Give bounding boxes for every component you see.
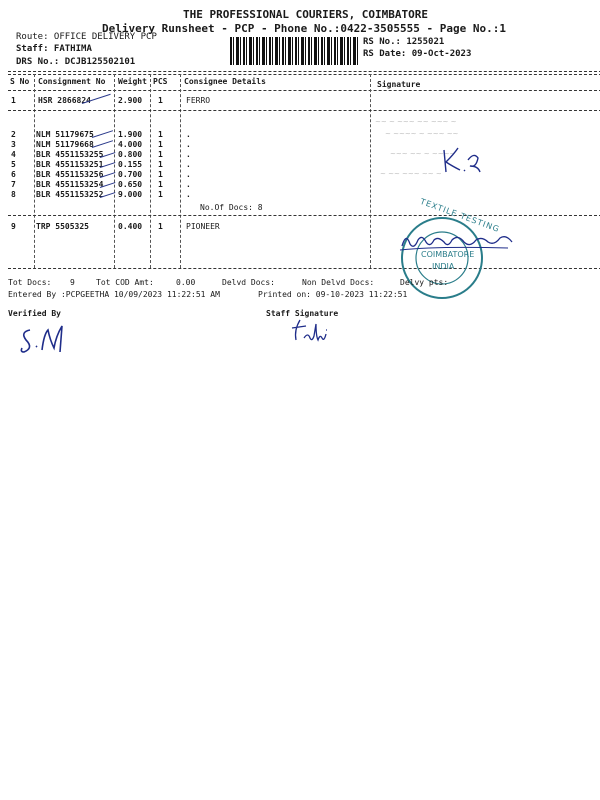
tot-cod-label: Tot COD Amt:	[96, 278, 154, 287]
no-of-docs: No.Of Docs: 8	[200, 203, 263, 212]
row-pcs: 1	[158, 180, 163, 189]
col-sep-5	[370, 74, 371, 268]
col-sno: S No	[10, 77, 30, 86]
row-weight: 0.400	[118, 222, 143, 231]
row-consignment: BLR 4551153252	[36, 190, 104, 199]
row-details: .	[186, 130, 191, 139]
stamp-country-label: INDIA	[432, 262, 455, 271]
row-pcs: 1	[158, 190, 163, 199]
row-weight: 1.900	[118, 130, 143, 139]
staff-label: Staff: FATHIMA	[16, 44, 92, 54]
stamp-city-label: COIMBATORE	[421, 250, 475, 259]
row-sno: 8	[11, 190, 16, 199]
row-sno: 1	[11, 96, 16, 105]
non-delvd-docs: Non Delvd Docs:	[302, 278, 375, 287]
delvd-docs: Delvd Docs:	[222, 278, 275, 287]
row-weight: 9.000	[118, 190, 143, 199]
barcode-image	[230, 37, 360, 65]
col-sep-3	[150, 74, 151, 268]
rs-number: RS No.: 1255021	[363, 37, 445, 47]
row-details: .	[186, 180, 191, 189]
header-rule-top	[8, 71, 600, 72]
row-sno: 7	[11, 180, 16, 189]
rs-date: RS Date: 09-Oct-2023	[363, 49, 472, 59]
header-rule-top-2	[8, 74, 600, 75]
row-consignment: TRP 5505325	[36, 222, 89, 231]
row-weight: 0.155	[118, 160, 143, 169]
runsheet-title: Delivery Runsheet - PCP - Phone No.:0422-3505555 - Page No.:1	[102, 22, 506, 35]
col-weight: Weight	[118, 77, 147, 86]
drs-number: DRS No.: DCJB125502101	[16, 57, 136, 67]
row-weight: 2.900	[118, 96, 143, 105]
tot-docs-value: 9	[70, 278, 75, 287]
row-consignment: BLR 4551153256	[36, 170, 104, 179]
tot-docs-label: Tot Docs:	[8, 278, 52, 287]
entered-by: Entered By :PCPGEETHA 10/09/2023 11:22:51 AM	[8, 290, 220, 299]
printed-on: Printed on: 09-10-2023 11:22:51	[258, 290, 408, 299]
row-consignment: BLR 4551153254	[36, 180, 104, 189]
row-sno: 4	[11, 150, 16, 159]
row-consignment: NLM 51179675	[36, 130, 94, 139]
faded-imprint: ~ ~~~~ ~ ~~~ ~~	[385, 130, 459, 138]
row-consignment: NLM 51179668	[36, 140, 94, 149]
row-sno: 2	[11, 130, 16, 139]
pen-tick	[92, 130, 113, 138]
row-weight: 0.800	[118, 150, 143, 159]
row-weight: 0.650	[118, 180, 143, 189]
row-consignment: HSR 2866824	[38, 96, 91, 105]
row-details: .	[186, 160, 191, 169]
faded-imprint: ~~ ~ ~~~ ~~ ~~~ ~	[375, 118, 457, 126]
col-signature: Signature	[377, 80, 421, 89]
col-consignee: Consignee Details	[184, 77, 266, 86]
verifier-signature	[16, 322, 76, 358]
header-rule-bottom	[8, 90, 600, 91]
row-pcs: 1	[158, 140, 163, 149]
row-consignment: BLR 4551153251	[36, 160, 104, 169]
row-pcs: 1	[158, 130, 163, 139]
faded-imprint: ~~~ ~~ ~ ~~~~	[390, 150, 456, 158]
row-weight: 4.000	[118, 140, 143, 149]
route-label: Route: OFFICE DELIVERY PCP	[16, 32, 157, 42]
row-pcs: 1	[158, 170, 163, 179]
row-sno: 6	[11, 170, 16, 179]
tot-cod-value: 0.00	[176, 278, 196, 287]
row-pcs: 1	[158, 96, 163, 105]
row-sno: 5	[11, 160, 16, 169]
col-sep-1	[34, 74, 35, 268]
delvy-pts: Delvy pts:	[400, 278, 449, 287]
col-consignment: Consignment No	[38, 77, 106, 86]
staff-signature	[288, 316, 338, 346]
row-weight: 0.700	[118, 170, 143, 179]
row-sno: 9	[11, 222, 16, 231]
row-details: .	[186, 150, 191, 159]
company-name: THE PROFESSIONAL COURIERS, COIMBATORE	[183, 8, 429, 21]
row-details: FERRO	[186, 96, 211, 105]
row-rule	[8, 110, 600, 111]
row-pcs: 1	[158, 150, 163, 159]
col-pcs: PCS	[153, 77, 168, 86]
faded-imprint: ~ ~~ ~~~ ~~ ~	[380, 170, 442, 178]
col-sep-4	[180, 74, 181, 268]
verified-by-label: Verified By	[8, 309, 61, 318]
row-details: .	[186, 190, 191, 199]
receiver-signature	[398, 228, 518, 256]
row-details: .	[186, 170, 191, 179]
handwritten-initials	[438, 140, 488, 180]
row-sno: 3	[11, 140, 16, 149]
row-consignment: BLR 4551153255	[36, 150, 104, 159]
row-rule	[8, 268, 600, 269]
staff-signature-label: Staff Signature	[266, 309, 339, 318]
row-pcs: 1	[158, 222, 163, 231]
row-rule	[8, 215, 600, 216]
row-pcs: 1	[158, 160, 163, 169]
row-details: .	[186, 140, 191, 149]
row-details: PIONEER	[186, 222, 220, 231]
pen-tick	[92, 140, 113, 148]
stamp-top-arc: TEXTILE TESTING	[418, 196, 502, 235]
